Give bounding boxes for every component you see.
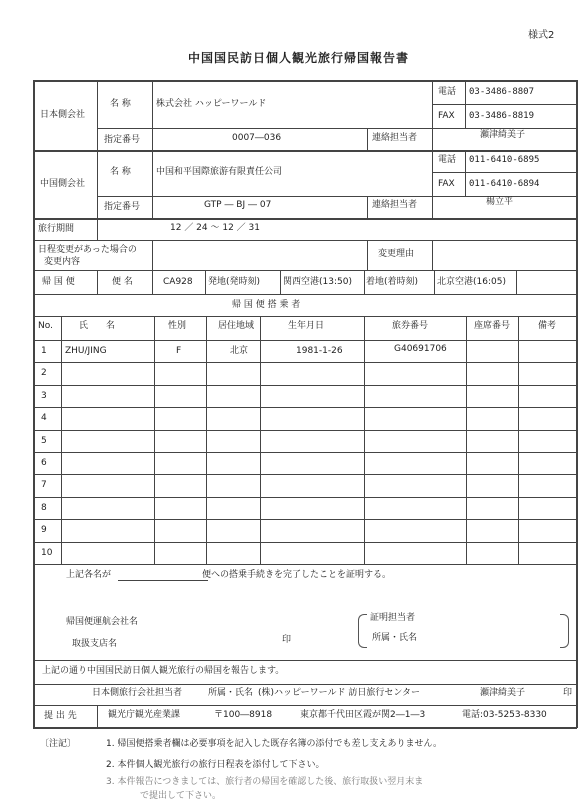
column-header-sex: 性別 [168,321,187,331]
china-company-section-label: 中国側会社 [40,179,86,189]
divider [33,150,577,152]
cell-no[interactable]: 3 [41,391,47,401]
departure-value: 関西空港(13:50) [283,277,352,287]
note-item: 3. 本件報告につきましては、旅行者の帰国を確認した後、旅行取扱い翌月末ま [106,777,424,787]
divider [364,270,365,294]
submit-label: 提 出 先 [44,711,77,721]
table-column-divider [206,316,207,564]
divider [33,660,577,661]
divider [97,270,98,294]
japan-tel: 03-3486-8807 [469,87,535,97]
divider [33,240,577,241]
divider [33,684,577,685]
japan-contact-label: 連絡担当者 [372,133,418,143]
divider [33,340,577,341]
divider [432,128,576,129]
divider [97,218,98,240]
japan-company-section-label: 日本側会社 [40,110,86,120]
divider [432,240,433,270]
submit-postal: 〒100―8918 [214,710,273,720]
officer-affiliation-label: 所属・氏名 [372,633,418,643]
japan-tel-label: 電話 [438,87,457,97]
form-border-right [576,80,578,728]
table-column-divider [260,316,261,564]
table-column-divider [466,316,467,564]
note-item: 1. 帰国便搭乗者欄は必要事項を記入した既存名簿の添付でも差し支えありません。 [106,739,442,749]
form-border-bottom [33,727,577,729]
travel-period-label: 旅行期間 [38,224,75,234]
note-item: 2. 本件個人観光旅行の旅行日程表を添付して下さい。 [106,760,325,770]
divider [432,172,576,173]
table-row-divider [33,542,577,543]
divider [367,128,368,150]
china-tel-label: 電話 [438,155,457,165]
column-header-no: No. [38,321,53,331]
divider [434,270,435,294]
branch-label: 取扱支店名 [72,639,118,649]
form-border-top [33,80,577,82]
japan-company-name: 株式会社 ハッピーワールド [156,99,267,109]
divider [465,150,466,196]
form-code: 様式2 [528,30,555,41]
table-row-divider [33,474,577,475]
submit-destination: 観光庁観光産業課 [108,710,181,720]
arrival-value: 北京空港(16:05) [437,277,506,287]
column-header-dob: 生年月日 [288,321,325,331]
divider [367,240,368,270]
note-item: で提出して下さい。 [140,791,222,801]
china-fax-label: FAX [438,179,455,189]
divider [432,104,576,105]
japan-name-label: 名 称 [110,99,131,109]
divider [33,294,577,295]
travel-period-value: 12 ／ 24 〜 12 ／ 31 [170,223,260,233]
bracket-right [560,614,569,648]
submit-tel: 電話:03-5253-8330 [462,710,547,720]
cell-region[interactable]: 北京 [230,346,249,356]
divider [33,705,577,706]
japan-fax-label: FAX [438,111,455,121]
airline-label: 帰国便運航会社名 [66,617,139,627]
table-row-divider [33,407,577,408]
form-border-left [33,80,35,728]
submit-address: 東京都千代田区霞が関2―1―3 [300,710,426,720]
cell-no[interactable]: 5 [41,436,47,446]
divider [432,80,433,218]
table-row-divider [33,362,577,363]
change-reason-label: 変更理由 [378,249,415,259]
divider [465,80,466,128]
divider [33,218,577,220]
change-label-line1: 日程変更があった場合の [38,245,137,255]
divider [367,196,368,218]
table-column-divider [154,316,155,564]
airline-seal: 印 [282,635,292,645]
table-column-divider [364,316,365,564]
china-name-label: 名 称 [110,167,131,177]
cell-no[interactable]: 10 [41,548,53,558]
arrival-label: 着地(着時刻) [366,277,419,287]
column-header-seat: 座席番号 [474,321,511,331]
japan-id-label: 指定番号 [104,135,141,145]
flight-blank-underline [118,580,208,581]
china-company-name: 中国和平国際旅游有限責任公司 [156,167,283,177]
certification-prefix: 上記各名が [66,570,112,580]
divider [97,128,432,129]
table-row-divider [33,385,577,386]
certification-statement: 便への搭乗手続きを完了したことを証明する。 [202,570,392,580]
flight-number: CA928 [163,277,193,287]
reporter-company: (株)ハッピーワールド 訪日旅行センター [258,688,420,698]
cell-no[interactable]: 4 [41,413,47,423]
divider [33,316,577,317]
flight-number-label: 便 名 [112,277,133,287]
departure-label: 発地(発時刻) [208,277,261,287]
divider [97,196,432,197]
cell-dob[interactable]: 1981-1-26 [296,346,343,356]
cell-no[interactable]: 9 [41,525,47,535]
divider [33,270,577,271]
japan-contact: 瀬津綺美子 [480,130,526,140]
column-header-region: 居住地域 [218,321,255,331]
notes-label: 〔注記〕 [40,739,77,749]
divider [152,240,153,270]
passenger-section-heading: 帰 国 便 搭 乗 者 [232,300,301,310]
china-id-label: 指定番号 [104,202,141,212]
divider [97,705,98,727]
table-row-divider [33,452,577,453]
china-tel: 011-6410-6895 [469,155,540,165]
table-row-divider [33,430,577,431]
page-title: 中国国民訪日個人観光旅行帰国報告書 [188,51,410,65]
flight-label: 帰 国 便 [42,277,75,287]
divider [97,80,98,218]
china-contact: 楊立平 [486,197,514,207]
japan-fax: 03-3486-8819 [469,111,535,121]
cell-no[interactable]: 6 [41,458,47,468]
divider [205,270,206,294]
china-id: GTP ― BJ ― 07 [204,200,272,210]
reporter-seal: 印 [563,688,573,698]
table-column-divider [61,316,62,564]
divider [33,564,577,565]
reporter-person: 瀬津綺美子 [480,688,526,698]
report-statement: 上記の通り中国国民訪日個人観光旅行の帰国を報告します。 [42,666,285,676]
china-fax: 011-6410-6894 [469,179,540,189]
column-header-name: 氏 名 [79,321,116,331]
table-column-divider [518,316,519,564]
column-header-passport: 旅券番号 [392,321,429,331]
japan-id: 0007―036 [232,133,282,143]
cell-passport[interactable]: G40691706 [394,344,447,354]
table-row-divider [33,497,577,498]
cell-no[interactable]: 7 [41,480,47,490]
reporter-label: 日本側旅行会社担当者 [92,688,183,698]
cell-no[interactable]: 8 [41,503,47,513]
officer-label: 証明担当者 [370,613,416,623]
bracket-left [358,614,367,648]
table-row-divider [33,519,577,520]
reporter-affiliation-label: 所属・氏名 [208,688,254,698]
divider [152,270,153,294]
divider [280,270,281,294]
cell-sex[interactable]: F [176,346,182,356]
divider [516,270,517,294]
cell-name[interactable]: ZHU/JING [65,346,107,356]
cell-no[interactable]: 1 [41,346,47,356]
cell-no[interactable]: 2 [41,368,47,378]
divider [152,80,153,218]
china-contact-label: 連絡担当者 [372,200,418,210]
column-header-note: 備考 [538,321,557,331]
change-label-line2: 変更内容 [44,257,81,267]
